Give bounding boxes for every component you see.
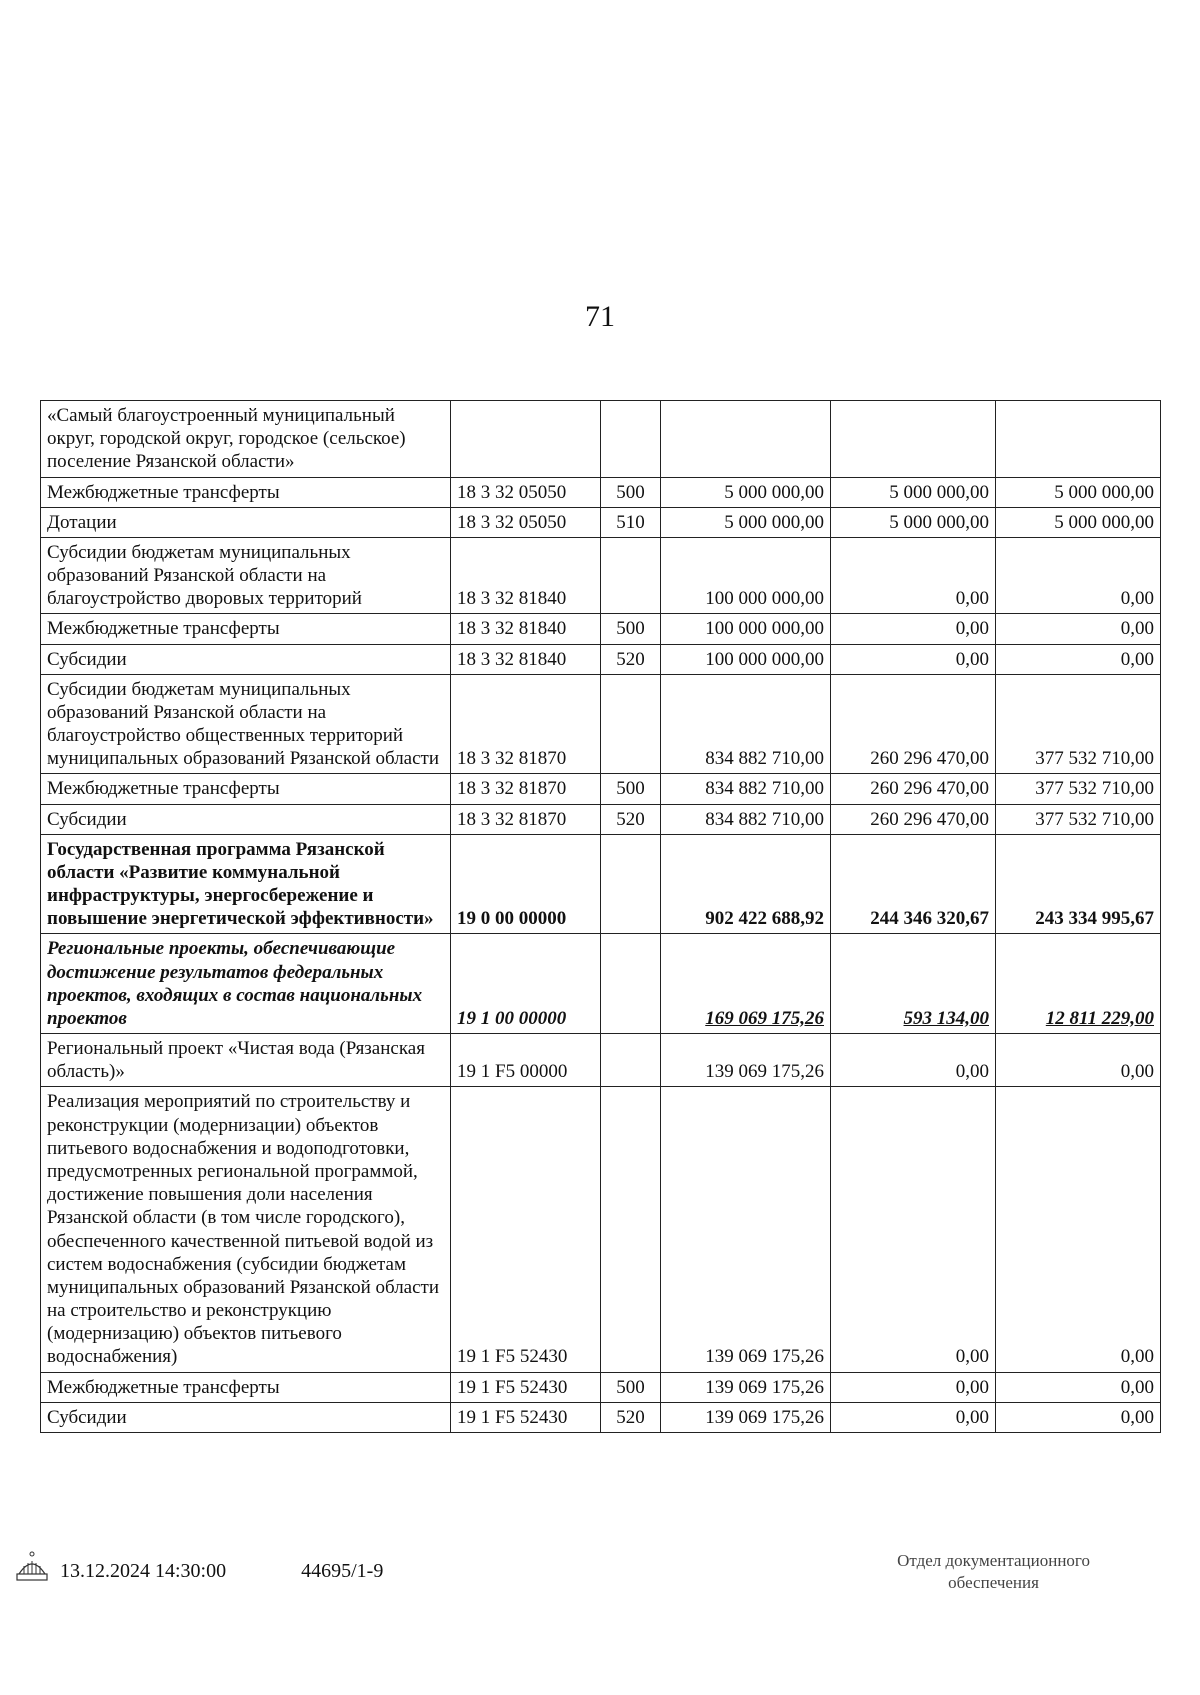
row-value-3: 5 000 000,00: [996, 477, 1161, 507]
table-row: [41, 674, 1161, 774]
row-value-2: 0,00: [831, 537, 996, 614]
budget-table-body: [41, 401, 1161, 1433]
row-type: [601, 834, 661, 934]
row-value-2: 593 134,00: [831, 934, 996, 1034]
row-code: 19 1 F5 52430: [451, 1372, 601, 1402]
row-type: [601, 934, 661, 1034]
row-code: 18 3 32 81870: [451, 774, 601, 804]
row-value-1: 5 000 000,00: [661, 507, 831, 537]
row-type: 500: [601, 614, 661, 644]
row-value-1: 834 882 710,00: [661, 804, 831, 834]
row-value-2: 0,00: [831, 644, 996, 674]
row-type: 510: [601, 507, 661, 537]
row-value-3: 377 532 710,00: [996, 804, 1161, 834]
table-row: [41, 1372, 1161, 1402]
table-row: [41, 774, 1161, 804]
row-code: 18 3 32 05050: [451, 477, 601, 507]
footer-datetime: 13.12.2024 14:30:00: [60, 1560, 227, 1582]
budget-table: [40, 400, 1161, 1433]
row-name: Субсидии бюджетам муниципальных образований Рязанской области на благоустройство общественных территорий муниципальных образований Рязанской области: [41, 674, 451, 774]
row-value-3: 0,00: [996, 1034, 1161, 1087]
row-value-1: 834 882 710,00: [661, 674, 831, 774]
row-value-3: 0,00: [996, 1402, 1161, 1432]
row-type: [601, 401, 661, 478]
table-row: [41, 1034, 1161, 1087]
row-value-3: [996, 401, 1161, 478]
row-code: 18 3 32 81840: [451, 644, 601, 674]
stamp-line-2: обеспечения: [948, 1573, 1039, 1593]
row-code: 18 3 32 81840: [451, 614, 601, 644]
row-value-2: 0,00: [831, 1372, 996, 1402]
row-value-2: 0,00: [831, 614, 996, 644]
table-row: [41, 614, 1161, 644]
row-code: 19 0 00 00000: [451, 834, 601, 934]
row-value-1: 100 000 000,00: [661, 537, 831, 614]
row-type: 500: [601, 1372, 661, 1402]
row-value-1: 902 422 688,92: [661, 834, 831, 934]
department-stamp: [897, 1550, 1090, 1594]
row-code: 19 1 F5 00000: [451, 1034, 601, 1087]
row-name: «Самый благоустроенный муниципальный округ, городской округ, городское (сельское) поселение Рязанской области»: [41, 401, 451, 478]
table-row: [41, 644, 1161, 674]
row-code: 19 1 00 00000: [451, 934, 601, 1034]
row-name: Межбюджетные трансферты: [41, 477, 451, 507]
table-row: [41, 537, 1161, 614]
row-type: 520: [601, 644, 661, 674]
row-value-1: 169 069 175,26: [661, 934, 831, 1034]
row-name: Субсидии: [41, 804, 451, 834]
row-value-2: 260 296 470,00: [831, 804, 996, 834]
row-value-2: 5 000 000,00: [831, 507, 996, 537]
row-value-3: 377 532 710,00: [996, 674, 1161, 774]
row-value-3: 243 334 995,67: [996, 834, 1161, 934]
row-value-3: 0,00: [996, 1372, 1161, 1402]
row-code: 18 3 32 81870: [451, 804, 601, 834]
row-name: Субсидии: [41, 644, 451, 674]
row-value-2: 0,00: [831, 1402, 996, 1432]
row-value-1: 139 069 175,26: [661, 1372, 831, 1402]
row-value-3: 12 811 229,00: [996, 934, 1161, 1034]
stamp-line-1: Отдел документационного: [897, 1551, 1090, 1570]
row-value-2: 244 346 320,67: [831, 834, 996, 934]
table-row: [41, 934, 1161, 1034]
row-value-3: 0,00: [996, 1087, 1161, 1372]
row-type: 520: [601, 1402, 661, 1432]
row-name: Межбюджетные трансферты: [41, 614, 451, 644]
row-name: Государственная программа Рязанской области «Развитие коммунальной инфраструктуры, энергосбережение и повышение энергетической эффективности»: [41, 834, 451, 934]
page-number: 71: [585, 300, 615, 333]
row-name: Региональный проект «Чистая вода (Рязанская область)»: [41, 1034, 451, 1087]
row-code: 19 1 F5 52430: [451, 1402, 601, 1432]
row-code: 18 3 32 81840: [451, 537, 601, 614]
table-row: [41, 401, 1161, 478]
row-value-3: 0,00: [996, 614, 1161, 644]
table-row: [41, 1087, 1161, 1372]
row-value-3: 5 000 000,00: [996, 507, 1161, 537]
table-row: [41, 507, 1161, 537]
row-value-2: [831, 401, 996, 478]
row-value-1: [661, 401, 831, 478]
row-value-1: 139 069 175,26: [661, 1402, 831, 1432]
row-type: 500: [601, 774, 661, 804]
row-name: Межбюджетные трансферты: [41, 1372, 451, 1402]
footer: [60, 1560, 453, 1583]
row-value-1: 834 882 710,00: [661, 774, 831, 804]
row-value-3: 0,00: [996, 644, 1161, 674]
row-name: Межбюджетные трансферты: [41, 774, 451, 804]
row-type: 500: [601, 477, 661, 507]
row-name: Дотации: [41, 507, 451, 537]
table-row: [41, 477, 1161, 507]
row-name: Субсидии: [41, 1402, 451, 1432]
row-type: [601, 537, 661, 614]
row-type: 520: [601, 804, 661, 834]
row-value-1: 100 000 000,00: [661, 614, 831, 644]
row-value-1: 139 069 175,26: [661, 1034, 831, 1087]
row-value-3: 0,00: [996, 537, 1161, 614]
row-value-2: 0,00: [831, 1034, 996, 1087]
row-code: [451, 401, 601, 478]
row-value-2: 260 296 470,00: [831, 774, 996, 804]
row-name: Субсидии бюджетам муниципальных образований Рязанской области на благоустройство дворовых территорий: [41, 537, 451, 614]
row-code: 18 3 32 05050: [451, 507, 601, 537]
table-row: [41, 804, 1161, 834]
row-value-1: 5 000 000,00: [661, 477, 831, 507]
table-row: [41, 1402, 1161, 1432]
row-type: [601, 1034, 661, 1087]
row-value-1: 139 069 175,26: [661, 1087, 831, 1372]
row-name: Реализация мероприятий по строительству и реконструкции (модернизации) объектов питьевого водоснабжения и водоподготовки, предусмотренных региональной программой, достижение повышения доли населения Рязанской области (в том числе городского), обеспеченного качественной питьевой водой из систем водоснабжения (субсидии бюджетам муниципальных образований Рязанской области на строительство и реконструкцию (модернизацию) объектов питьевого водоснабжения): [41, 1087, 451, 1372]
row-code: 19 1 F5 52430: [451, 1087, 601, 1372]
row-value-2: 260 296 470,00: [831, 674, 996, 774]
row-value-2: 5 000 000,00: [831, 477, 996, 507]
row-type: [601, 674, 661, 774]
parliament-logo: [14, 1548, 50, 1589]
row-type: [601, 1087, 661, 1372]
row-name: Региональные проекты, обеспечивающие достижение результатов федеральных проектов, входящих в состав национальных проектов: [41, 934, 451, 1034]
footer-doc-number: 44695/1-9: [301, 1560, 384, 1582]
row-value-2: 0,00: [831, 1087, 996, 1372]
row-code: 18 3 32 81870: [451, 674, 601, 774]
table-row: [41, 834, 1161, 934]
row-value-3: 377 532 710,00: [996, 774, 1161, 804]
row-value-1: 100 000 000,00: [661, 644, 831, 674]
